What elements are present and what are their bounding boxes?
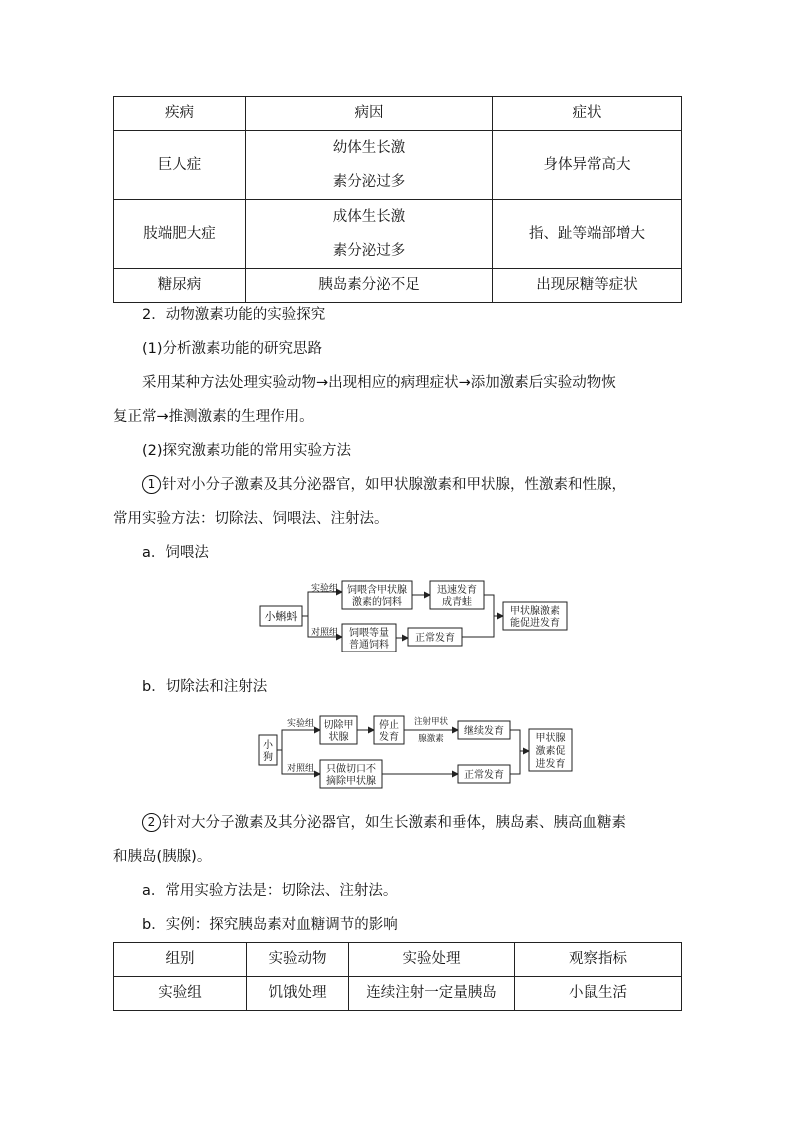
subject-label: 小 [263, 740, 273, 751]
list-item: a．常用实验方法是：切除法、注射法。 [142, 883, 398, 899]
symptom-cell: 指、趾等端部增大 [493, 200, 682, 269]
insulin-experiment-table [113, 942, 682, 1011]
circled-number: 1 [142, 475, 161, 494]
conclusion-line: 甲状腺激素 [510, 606, 560, 617]
table-header-cell: 实验处理 [349, 943, 515, 977]
exp-treatment-line: 激素的饲料 [352, 597, 402, 608]
cause-line: 成体生长激 [332, 209, 406, 225]
exp-result-line: 成青蛙 [442, 597, 472, 608]
table-header-cell: 病因 [246, 97, 493, 131]
cause-line: 素分泌过多 [332, 174, 406, 190]
exp-cut-line: 状腺 [328, 732, 349, 743]
table-row [114, 977, 682, 1011]
exp-stop-line: 发育 [379, 732, 399, 743]
conclusion-line: 激素促 [535, 746, 566, 757]
inject-label: 腺激素 [418, 734, 444, 744]
feeding-method-diagram [258, 578, 570, 652]
conclusion-line: 甲状腺 [535, 733, 566, 744]
cause-line: 素分泌过多 [332, 243, 406, 259]
table-header-cell: 疾病 [114, 97, 246, 131]
paragraph-line: 常用实验方法：切除法、饲喂法、注射法。 [113, 511, 389, 527]
ctrl-result-label: 正常发育 [464, 770, 504, 781]
list-item: a．饲喂法 [142, 545, 209, 561]
subject-label: 狗 [263, 752, 273, 763]
excision-injection-diagram [258, 713, 574, 789]
subject-label: 小蝌蚪 [264, 610, 298, 623]
subheading: (1)分析激素功能的研究思路 [142, 341, 323, 357]
exp-group-label: 实验组 [287, 719, 315, 729]
symptom-cell: 身体异常高大 [493, 131, 682, 200]
table-header-cell: 组别 [114, 943, 247, 977]
table-row [114, 131, 682, 200]
ctrl-treatment-line: 饲喂等量 [349, 628, 389, 639]
paragraph-line [113, 468, 681, 502]
paragraph-line [113, 806, 681, 840]
table-cell: 连续注射一定量胰岛 [349, 977, 515, 1011]
branch-line [277, 730, 320, 750]
table-cell: 小鼠生活 [515, 977, 682, 1011]
list-item: b．实例：探究胰岛素对血糖调节的影响 [142, 917, 398, 933]
exp-stop-line: 停止 [379, 720, 399, 731]
table-cell: 实验组 [114, 977, 247, 1011]
merge-line [484, 595, 503, 616]
section-heading: 2．动物激素功能的实验探究 [142, 307, 326, 323]
exp-continue-label: 继续发育 [464, 726, 504, 737]
item-text: 针对大分子激素及其分泌器官，如生长激素和垂体，胰岛素、胰高血糖素 [162, 815, 626, 831]
cause-cell: 胰岛素分泌不足 [246, 269, 493, 303]
paragraph-line: 采用某种方法处理实验动物→出现相应的病理症状→添加激素后实验动物恢 [142, 375, 616, 391]
disease-cell: 巨人症 [114, 131, 246, 200]
cause-line: 幼体生长激 [332, 140, 406, 156]
merge-line [510, 751, 520, 774]
conclusion-line: 进发育 [535, 759, 566, 770]
branch-line [302, 592, 342, 616]
merge-line [510, 730, 529, 751]
exp-cut-line: 切除甲 [323, 720, 354, 731]
symptom-cell: 出现尿糖等症状 [493, 269, 682, 303]
list-item: b．切除法和注射法 [142, 679, 268, 695]
table-header-cell: 症状 [493, 97, 682, 131]
subheading: (2)探究激素功能的常用实验方法 [142, 443, 352, 459]
ctrl-result-label: 正常发育 [415, 633, 455, 644]
table-row [114, 200, 682, 269]
table-header-cell: 观察指标 [515, 943, 682, 977]
disease-table [113, 96, 682, 303]
item-text: 针对小分子激素及其分泌器官，如甲状腺激素和甲状腺，性激素和性腺， [162, 477, 626, 493]
table-header-row [114, 943, 682, 977]
inject-label: 注射甲状 [413, 717, 449, 727]
ctrl-treatment-line: 只做切口不 [326, 764, 376, 775]
table-header-cell: 实验动物 [247, 943, 349, 977]
ctrl-group-label: 对照组 [311, 628, 339, 638]
circled-number: 2 [142, 813, 161, 832]
table-header-row [114, 97, 682, 131]
disease-cell: 糖尿病 [114, 269, 246, 303]
exp-result-line: 迅速发育 [437, 585, 477, 596]
conclusion-line: 能促进发育 [510, 618, 560, 629]
table-cell: 饥饿处理 [247, 977, 349, 1011]
merge-line [462, 616, 494, 637]
ctrl-group-label: 对照组 [287, 764, 315, 774]
disease-cell: 肢端肥大症 [114, 200, 246, 269]
exp-group-label: 实验组 [311, 584, 339, 594]
cause-cell [246, 200, 493, 269]
paragraph-line: 复正常→推测激素的生理作用。 [113, 409, 314, 425]
paragraph-line: 和胰岛(胰腺)。 [113, 849, 212, 865]
exp-treatment-line: 饲喂含甲状腺 [347, 585, 407, 596]
ctrl-treatment-line: 摘除甲状腺 [326, 776, 376, 787]
cause-cell [246, 131, 493, 200]
ctrl-treatment-line: 普通饲料 [349, 640, 389, 651]
